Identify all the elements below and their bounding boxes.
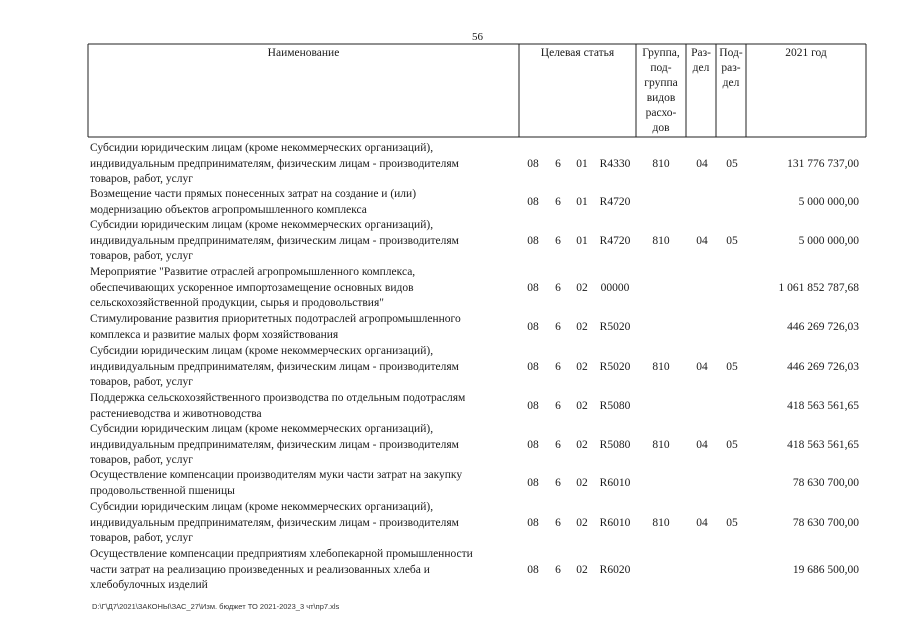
row-name-line: товаров, работ, услуг (90, 532, 193, 544)
row-name-line: Субсидии юридическим лицам (кроме некоммерческих организаций), (90, 501, 434, 513)
file-path-footer: D:\Г\Д7\2021\ЗАКОНЫ\ЗАС_27\Изм. бюджет ТО 2021-2023_3 чт\пр7.xls (92, 602, 340, 611)
table-row (0, 187, 905, 218)
row-name-line: Мероприятие "Развитие отраслей агропромышленного комплекса, (90, 266, 416, 278)
row-name-line: комплекса и развитие малых форм хозяйствования (90, 328, 339, 341)
row-name (90, 265, 520, 312)
row-name (90, 468, 520, 499)
row-name (90, 422, 520, 469)
target-code-main-event: 01 (576, 234, 588, 247)
table-row (0, 344, 905, 391)
row-name-line: Субсидии юридическим лицам (кроме некоммерческих организаций), (90, 219, 434, 231)
table-row (0, 218, 905, 265)
expense-group-cell: 810 (652, 438, 670, 451)
row-name (90, 141, 520, 188)
row-name (90, 547, 520, 594)
page-number: 56 (472, 31, 483, 43)
row-name-line: Осуществление компенсации предприятиям хлебопекарной промышленности (90, 548, 473, 560)
target-code-direction: R5080 (599, 438, 631, 451)
target-code-main-event: 01 (576, 195, 588, 208)
target-code-program: 08 (527, 195, 539, 208)
target-code-program: 08 (527, 281, 539, 294)
header-group-line: группа (644, 77, 678, 89)
expense-group-cell: 810 (652, 157, 670, 170)
target-code-program: 08 (527, 476, 539, 489)
table-row (0, 391, 905, 422)
header-group-line: расхо- (645, 107, 677, 119)
header-subsection-line: Под- (719, 47, 743, 59)
target-code-main-event: 02 (576, 399, 588, 412)
row-name-line: Субсидии юридическим лицам (кроме некоммерческих организаций), (90, 345, 434, 357)
row-name-line: части затрат на реализацию произведенных и реализованных хлеба и (90, 563, 430, 576)
table-row (0, 468, 905, 499)
target-code-subprogram: 6 (555, 281, 561, 294)
header-group-line: видов (646, 92, 676, 104)
header-group-line: дов (652, 122, 670, 134)
header-group-line: под- (650, 62, 672, 74)
row-name-line: товаров, работ, услуг (90, 250, 193, 262)
header-year-2021: 2021 год (785, 47, 827, 59)
table-row (0, 422, 905, 469)
target-code-subprogram: 6 (555, 563, 561, 576)
section-cell: 04 (696, 438, 708, 451)
expense-group-cell: 810 (652, 234, 670, 247)
target-code-program: 08 (527, 516, 539, 529)
target-code-program: 08 (527, 563, 539, 576)
row-name-line: Стимулирование развития приоритетных подотраслей агропромышленного (90, 313, 461, 325)
row-name-line: хлебобулочных изделий (90, 579, 208, 591)
row-name-line: обеспечивающих ускоренное импортозамещение основных видов (90, 281, 414, 294)
target-code-direction: R4720 (599, 195, 631, 208)
amount-cell: 446 269 726,03 (787, 320, 859, 333)
amount-cell: 5 000 000,00 (798, 195, 859, 208)
header-section (686, 46, 716, 76)
target-code-main-event: 02 (576, 320, 588, 333)
header-subsection (716, 46, 746, 91)
row-name-line: растениеводства и животноводства (90, 407, 262, 420)
subsection-cell: 05 (726, 516, 738, 529)
row-name-line: товаров, работ, услуг (90, 173, 193, 185)
amount-cell: 5 000 000,00 (798, 234, 859, 247)
row-name (90, 344, 520, 391)
target-code-subprogram: 6 (555, 360, 561, 373)
row-name-line: товаров, работ, услуг (90, 376, 193, 388)
row-name (90, 218, 520, 265)
subsection-cell: 05 (726, 438, 738, 451)
target-code-subprogram: 6 (555, 320, 561, 333)
target-code-main-event: 02 (576, 281, 588, 294)
target-code-direction: R5020 (599, 360, 631, 373)
subsection-cell: 05 (726, 360, 738, 373)
target-code-subprogram: 6 (555, 195, 561, 208)
target-code-direction: R5080 (599, 399, 631, 412)
target-code-subprogram: 6 (555, 399, 561, 412)
header-name: Наименование (267, 47, 340, 59)
target-code-program: 08 (527, 399, 539, 412)
row-name-line: Субсидии юридическим лицам (кроме некоммерческих организаций), (90, 423, 434, 435)
target-code-direction: R6010 (599, 476, 631, 489)
target-code-main-event: 02 (576, 438, 588, 451)
header-expense-group (636, 46, 686, 136)
row-name (90, 312, 520, 343)
header-section-line: Раз- (691, 47, 711, 59)
target-code-subprogram: 6 (555, 476, 561, 489)
expense-group-cell: 810 (652, 360, 670, 373)
row-name-line: индивидуальным предпринимателям, физическим лицам - производителям (90, 360, 459, 373)
row-name-line: индивидуальным предпринимателям, физическим лицам - производителям (90, 438, 459, 451)
row-name (90, 500, 520, 547)
row-name-line: товаров, работ, услуг (90, 454, 193, 466)
target-code-main-event: 02 (576, 516, 588, 529)
row-name-line: индивидуальным предпринимателям, физическим лицам - производителям (90, 516, 459, 529)
target-code-subprogram: 6 (555, 157, 561, 170)
amount-cell: 1 061 852 787,68 (778, 281, 859, 294)
table-row (0, 141, 905, 188)
target-code-subprogram: 6 (555, 516, 561, 529)
row-name-line: модернизацию объектов агропромышленного комплекса (90, 203, 367, 216)
row-name-line: индивидуальным предпринимателям, физическим лицам - производителям (90, 157, 459, 170)
target-code-subprogram: 6 (555, 438, 561, 451)
section-cell: 04 (696, 234, 708, 247)
target-code-main-event: 02 (576, 563, 588, 576)
target-code-direction: 00000 (600, 281, 630, 294)
amount-cell: 418 563 561,65 (787, 438, 859, 451)
target-code-program: 08 (527, 438, 539, 451)
target-code-main-event: 01 (576, 157, 588, 170)
row-name-line: сельскохозяйственной продукции, сырья и продовольствия" (90, 297, 384, 309)
amount-cell: 78 630 700,00 (792, 516, 859, 529)
header-target-article: Целевая статья (540, 47, 615, 59)
expense-group-cell: 810 (652, 516, 670, 529)
row-name-line: продовольственной пшеницы (90, 484, 235, 497)
row-name-line: индивидуальным предпринимателям, физическим лицам - производителям (90, 234, 459, 247)
amount-cell: 446 269 726,03 (787, 360, 859, 373)
section-cell: 04 (696, 360, 708, 373)
amount-cell: 78 630 700,00 (792, 476, 859, 489)
subsection-cell: 05 (726, 157, 738, 170)
table-row (0, 500, 905, 547)
row-name-line: Возмещение части прямых понесенных затрат на создание и (или) (90, 188, 417, 200)
target-code-main-event: 02 (576, 360, 588, 373)
row-name (90, 391, 520, 422)
target-code-program: 08 (527, 157, 539, 170)
target-code-direction: R4330 (599, 157, 631, 170)
section-cell: 04 (696, 516, 708, 529)
row-name-line: Субсидии юридическим лицам (кроме некоммерческих организаций), (90, 142, 434, 154)
target-code-direction: R5020 (599, 320, 631, 333)
target-code-subprogram: 6 (555, 234, 561, 247)
row-name-line: Поддержка сельскохозяйственного производства по отдельным подотраслям (90, 392, 466, 404)
table-row (0, 547, 905, 594)
header-section-line: дел (692, 62, 710, 74)
amount-cell: 418 563 561,65 (787, 399, 859, 412)
target-code-direction: R6010 (599, 516, 631, 529)
subsection-cell: 05 (726, 234, 738, 247)
target-code-program: 08 (527, 360, 539, 373)
table-row (0, 312, 905, 343)
header-subsection-line: раз- (721, 62, 741, 74)
target-code-program: 08 (527, 320, 539, 333)
target-code-direction: R6020 (599, 563, 631, 576)
header-group-line: Группа, (642, 47, 680, 59)
target-code-main-event: 02 (576, 476, 588, 489)
row-name-line: Осуществление компенсации производителям муки части затрат на закупку (90, 469, 463, 481)
target-code-program: 08 (527, 234, 539, 247)
row-name (90, 187, 520, 218)
section-cell: 04 (696, 157, 708, 170)
amount-cell: 19 686 500,00 (792, 563, 859, 576)
amount-cell: 131 776 737,00 (787, 157, 859, 170)
table-row (0, 265, 905, 312)
header-subsection-line: дел (722, 77, 740, 89)
target-code-direction: R4720 (599, 234, 631, 247)
